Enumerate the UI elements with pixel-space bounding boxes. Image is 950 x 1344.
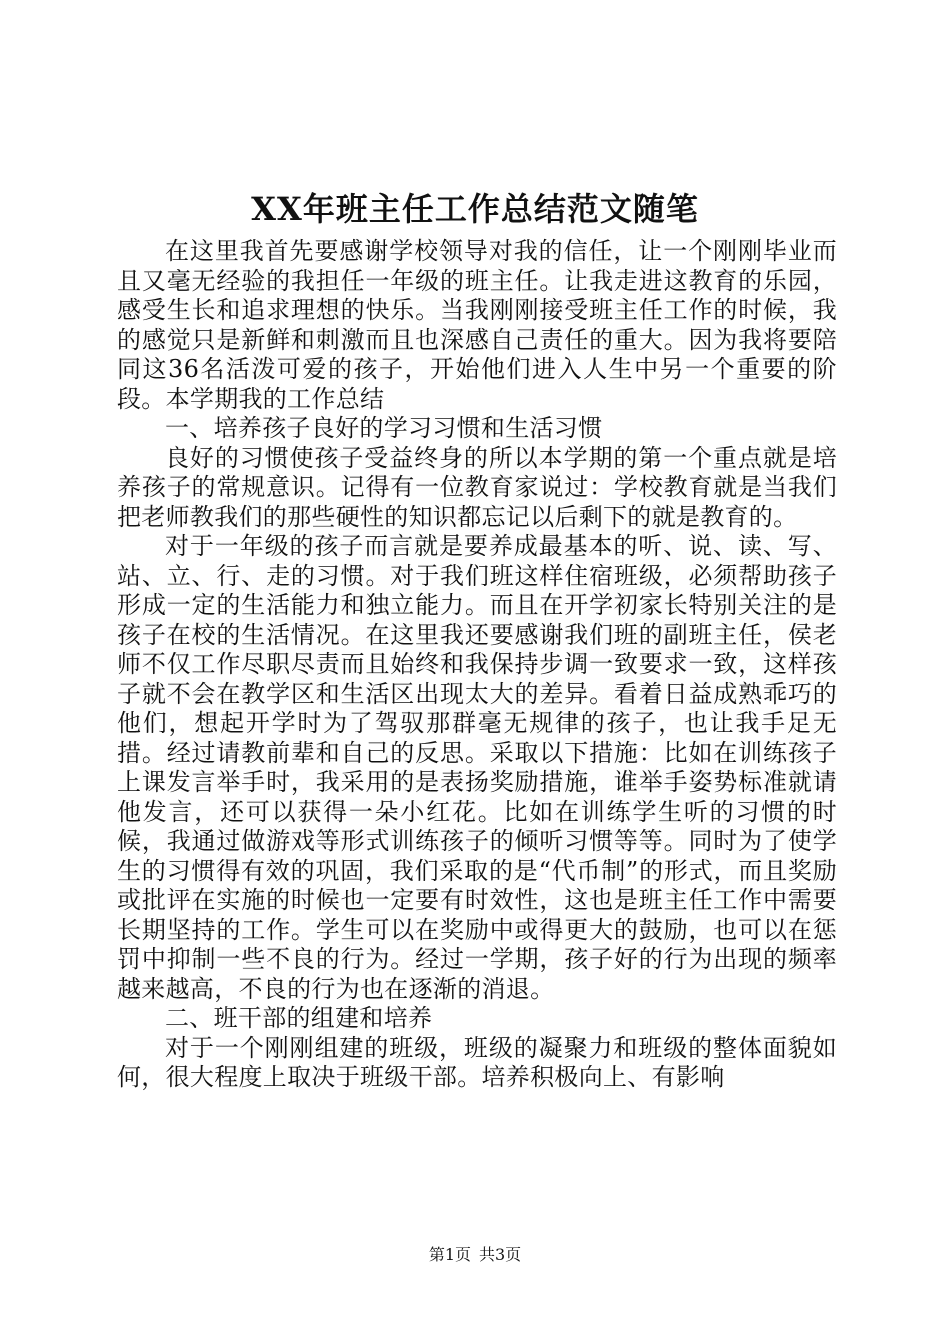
page-number: 第1页	[428, 1245, 471, 1264]
paragraph-good-habits: 良好的习惯使孩子受益终身的所以本学期的第一个重点就是培养孩子的常规意识。记得有一位教育家说过：学校教育就是当我们把老师教我们的那些硬性的知识都忘记以后剩下的就是教育的。	[117, 443, 837, 531]
page-footer	[0, 1244, 950, 1266]
section-heading-class-cadres: 二、班干部的组建和培养	[165, 1004, 433, 1032]
paragraph-first-grade: 对于一年级的孩子而言就是要养成最基本的听、说、读、写、站、立、行、走的习惯。对于我们班这样住宿班级，必须帮助孩子形成一定的生活能力和独立能力。而且在开学初家长特别关注的是孩子在校的生活情况。在这里我还要感谢我们班的副班主任，侯老师不仅工作尽职尽责而且始终和我保持步调一致要求一致，这样孩子就不会在教学区和生活区出现太大的差异。看着日益成熟乖巧的他们，想起开学时为了驾驭那群毫无规律的孩子，也让我手足无措。经过请教前辈和自己的反思。采取以下措施：比如在训练孩子上课发言举手时，我采用的是表扬奖励措施，谁举手姿势标准就请他发言，还可以获得一朵小红花。比如在训练学生听的习惯的时候，我通过做游戏等形式训练孩子的倾听习惯等等。同时为了使学生的习惯得有效的巩固，我们采取的是“代币制”的形式，而且奖励或批评在实施的时候也一定要有时效性，这也是班主任工作中需要长期坚持的工作。学生可以在奖励中或得更大的鼓励，也可以在惩罚中抑制一些不良的行为。经过一学期，孩子好的行为出现的频率越来越高，不良的行为也在逐渐的消退。	[117, 532, 837, 1003]
section-heading-habits: 一、培养孩子良好的学习习惯和生活习惯	[165, 414, 603, 442]
paragraph-class-cadres: 对于一个刚刚组建的班级，班级的凝聚力和班级的整体面貌如何，很大程度上取决于班级干部。培养积极向上、有影响	[117, 1033, 837, 1091]
paragraph-intro: 在这里我首先要感谢学校领导对我的信任，让一个刚刚毕业而且又毫无经验的我担任一年级的班主任。让我走进这教育的乐园，感受生长和追求理想的快乐。当我刚刚接受班主任工作的时候，我的感觉只是新鲜和刺激而且也深感自己责任的重大。因为我将要陪同这36名活泼可爱的孩子，开始他们进入人生中另一个重要的阶段。本学期我的工作总结	[117, 237, 837, 413]
document-title: XX年班主任工作总结范文随笔	[251, 190, 699, 228]
document-body	[117, 237, 837, 1093]
page-total: 共3页	[479, 1245, 522, 1264]
